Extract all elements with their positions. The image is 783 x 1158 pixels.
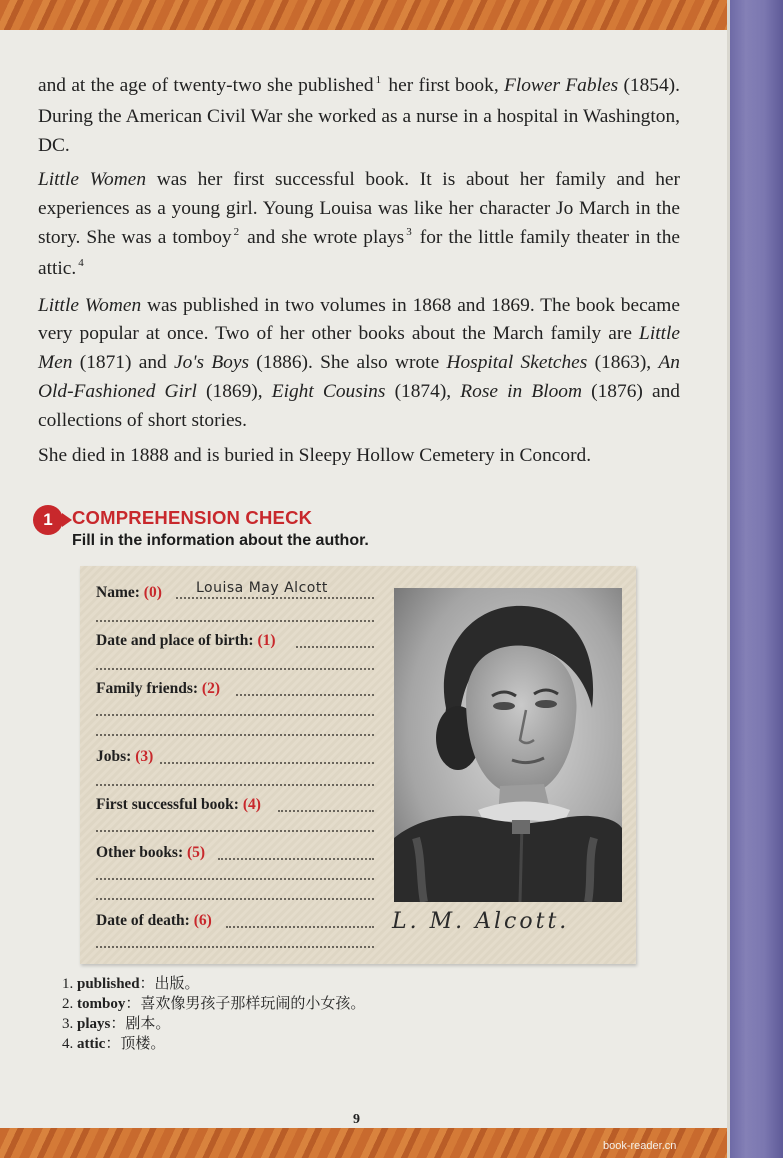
answer-line <box>96 668 374 670</box>
footnote-word: published <box>77 976 140 992</box>
footnote-word: tomboy <box>77 996 126 1012</box>
watermark: book-reader.cn <box>603 1140 677 1152</box>
answer-line <box>96 878 374 880</box>
text: (1874), <box>385 380 461 402</box>
field-number: (2) <box>201 680 220 697</box>
footnote-gloss: ：剧本。 <box>110 1016 171 1032</box>
text: and she wrote plays <box>241 226 405 248</box>
label: Date and place of birth: <box>96 632 258 649</box>
answer-line <box>96 714 374 716</box>
footnote-item <box>62 1014 365 1034</box>
exercise-title: COMPREHENSION CHECK <box>72 507 313 528</box>
paragraph-1 <box>38 72 680 160</box>
answer-line <box>96 620 374 622</box>
text: and at the age of twenty-two she published <box>38 75 374 96</box>
answer-line <box>218 858 374 860</box>
footnote-gloss: ：顶楼。 <box>105 1036 166 1052</box>
answer-line <box>296 646 374 648</box>
footnote-item <box>62 1034 365 1054</box>
footnote-ref: 1 <box>375 74 382 86</box>
text: (1886). She also wrote <box>249 352 447 374</box>
author-portrait-photo <box>394 588 622 902</box>
book-title: Little Women <box>38 294 142 316</box>
footnote-ref: 4 <box>78 256 84 269</box>
answer-line <box>278 810 374 812</box>
text: for the little family theater in the attic. <box>38 226 680 279</box>
text: (1863), <box>587 352 659 374</box>
field-number: (3) <box>135 748 154 765</box>
author-signature: L. M. Alcott. <box>392 909 570 934</box>
answer-line <box>160 762 374 764</box>
book-title: Jo's Boys <box>174 352 250 374</box>
label: Name: <box>96 584 144 601</box>
answer-line <box>96 898 374 900</box>
decorative-top-border <box>0 0 730 30</box>
text: (1876) and collections of short stories. <box>38 380 681 431</box>
exercise-number-badge: 1 <box>33 505 63 535</box>
text: (1854). During the American Civil War she worked as a nurse in a hospital in Washington, DC. <box>38 75 680 156</box>
portrait-illustration <box>394 588 622 902</box>
book-title: Hospital Sketches <box>446 352 588 374</box>
example-answer: Louisa May Alcott <box>196 580 328 596</box>
text: was her first successful book. It is about her family and her experiences as a young girl. Young Louisa was like her character Jo March in the story. She was a tomboy <box>38 169 680 248</box>
author-info-card <box>80 566 636 964</box>
label: Jobs: <box>96 748 136 765</box>
paragraph-2 <box>38 166 680 285</box>
answer-line <box>96 784 374 786</box>
field-number: (5) <box>187 844 206 861</box>
footnote-ref: 3 <box>406 225 412 238</box>
footnotes <box>62 974 365 1054</box>
book-title: Rose in Bloom <box>460 380 582 402</box>
book-title: Little Men <box>38 323 680 374</box>
footnote-number: 3. <box>62 1016 74 1032</box>
field-number: (0) <box>143 584 162 601</box>
book-title: An Old-Fashioned Girl <box>38 352 680 402</box>
footnote-number: 1. <box>62 976 74 992</box>
footnote-number: 2. <box>62 996 74 1012</box>
field-number: (4) <box>242 796 261 813</box>
text: (1871) and <box>72 352 175 374</box>
body-text <box>38 72 680 476</box>
footnote-gloss: ：出版。 <box>139 976 200 992</box>
answer-line <box>96 946 374 948</box>
answer-line <box>236 694 374 696</box>
footnote-word: plays <box>77 1016 111 1032</box>
field-number: (6) <box>193 912 212 929</box>
footnote-word: attic <box>77 1036 106 1052</box>
paragraph-4 <box>38 442 680 471</box>
book-title: Eight Cousins <box>271 380 386 402</box>
text: her first book, <box>383 75 504 96</box>
book-title: Flower Fables <box>504 75 619 96</box>
exercise-instruction: Fill in the information about the author. <box>72 532 369 549</box>
answer-line <box>226 926 374 928</box>
footnote-item <box>62 994 365 1014</box>
answer-line <box>176 597 374 599</box>
label: Family friends: <box>96 680 202 697</box>
text: was published in two volumes in 1868 and 1869. The book became very popular at once. Two of her other books about the March family are <box>38 294 680 345</box>
answer-line <box>96 734 374 736</box>
text: She died in 1888 and is buried in Sleepy Hollow Cemetery in Concord. <box>38 444 592 466</box>
paragraph-3 <box>38 292 680 436</box>
answer-line <box>96 830 374 832</box>
footnote-number: 4. <box>62 1036 74 1052</box>
footnote-item <box>62 974 365 994</box>
label: First successful book: <box>96 796 243 813</box>
book-title: Little Women <box>38 169 147 191</box>
text: (1869), <box>196 380 272 402</box>
page-number: 9 <box>353 1112 360 1127</box>
footnote-gloss: ：喜欢像男孩子那样玩闹的小女孩。 <box>125 996 366 1012</box>
label: Date of death: <box>96 912 194 929</box>
book-spine-edge <box>730 0 783 1158</box>
footnote-ref: 2 <box>233 225 240 238</box>
label: Other books: <box>96 844 188 861</box>
field-number: (1) <box>257 632 276 649</box>
